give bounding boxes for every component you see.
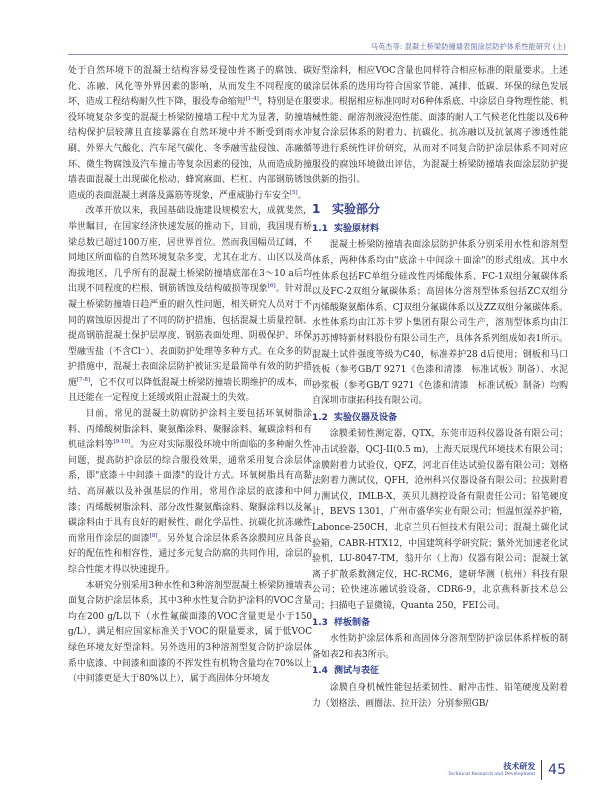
citation-ref: [5] (289, 189, 298, 196)
citation-ref: [6] (267, 283, 276, 290)
subsection-number: 1.4 (312, 666, 328, 677)
body-paragraph (68, 579, 312, 688)
subsection-title: 实验原材料 (334, 223, 380, 234)
citation-ref: [1-4] (245, 96, 259, 103)
body-paragraph (68, 64, 312, 204)
subsection-number: 1.2 (312, 412, 328, 423)
body-paragraph: 涂膜自身机械性能包括柔韧性、耐冲击性、铅笔硬度及附着力（划格法、画圈法、拉开法）分别参照GB/ (312, 682, 568, 709)
text-run: 目前，常见的混凝土防腐防护涂料主要包括环氧树脂涂料、丙烯酸树脂涂料、聚氨酯涂料、聚脲涂料、氟碳涂料和有机硅涂料等 (68, 409, 312, 451)
citation-ref: [7-8] (76, 376, 91, 383)
subsection-title: 实验仪器及设备 (334, 412, 398, 423)
text-run: 改革开放以来，我国基础设施建设规模宏大，成就斐然，举世瞩目，在国家经济快速发展的推动下，目前，我国现有桥梁总数已超过100万座，居世界首位。然而我国幅员辽阔，不同地区所面临的自然环境复杂多变，尤其在北方、山区以及高海拔地区，几乎所有的混凝土桥梁防撞墙底部在3～10 a后均出现不同程度的栏根、钢筋锈蚀及结构破损等现象 (68, 206, 312, 295)
subsection-heading (312, 616, 568, 632)
subsection-heading (312, 411, 568, 427)
footer-divider (541, 760, 542, 780)
text-run: 。针对混凝土桥梁防撞墙日趋严重的耐久性问题，相关研究人员对于不同的腐蚀原因提出了不同的防护措施，包括混凝土质量控制、提高钢筋混凝土保护层厚度、钢筋表面处理、阴极保护、环保型融雪盐（不含Cl⁻）、表面防护处理等多种方式。在众多的防护措施中，混凝土表面涂层防护被证实是最简单有效的防护措施 (68, 284, 313, 388)
right-column (312, 64, 568, 712)
page-footer (448, 760, 566, 780)
subsection-title: 样板制备 (334, 617, 371, 628)
right-intro-paragraph: 好型涂料，相应VOC含量也同样符合相应标准的限量要求。上述涂层体系的选用均符合国家节能、减排、低碳、环保的绿色发展要求。根据相应标准同时对6种体系底、中涂层自身物理性能、机械性能、耐溶剂液浸泡性能、面漆的耐人工气候老化性能以及6种复合涂层体系的附着力、抗碳化、抗冻融以及抗氯离子渗透性能等进行系统性评价研究，从而对不同复合防护涂层体系不同对应服役的腐蚀环境做出评估，为混凝土桥梁防撞墙表面涂层防护提供新的指引。 (312, 66, 568, 186)
left-column (68, 64, 312, 688)
journal-name-cn: 技术研发 (503, 762, 536, 771)
body-paragraph (68, 204, 312, 407)
citation-ref: [8] (149, 532, 158, 539)
subsection-heading (312, 222, 568, 238)
text-run: 。 (297, 190, 307, 201)
text-run: 。另外复合涂层体系各涂膜间应具备良好的配伍性和相容性，通过多元复合防腐的共同作用，涂层的综合性能才得以快速提升。 (68, 533, 313, 575)
text-run: ，特别是在服役环境复杂多变的混凝土桥梁防撞墙工程中尤为显著，防撞墙结构保护层较薄且直接暴露在自然环境中并不断受到雨水冲刷、外界大气酸化、汽车尾气碳化、冬季融雪盐侵蚀、冻融循环、微生物腐蚀及汽车撞击等复杂因素的侵蚀，从而造成防撞墙表面混凝土出现碳化松动、蜂窝麻面、栏杠、内部钢筋锈蚀造成的表面混凝土剥落及露筋等现象，严重威胁行车安全 (68, 97, 313, 201)
header-rule (68, 54, 568, 55)
journal-label (448, 762, 536, 778)
text-run: 处于自然环境下的混凝土结构容易受侵蚀性离子的腐蚀、碳化、冻融、风化等外界因素的影响，从而发生不同程度的破坏，造成工程结构耐久性下降，服役寿命缩短 (68, 66, 312, 108)
body-paragraph (68, 407, 312, 579)
page-number: 45 (548, 762, 566, 778)
body-paragraph: 涂膜柔韧性测定器，QTX，东莞市迈科仪器设备有限公司；冲击试验器，QCJ-II(0.5 m)，上海天辰现代环境技术有限公司；涂膜附着力试验仪，QFZ，河北百佳达试验仪器有限公司；划格法附着力测试仪，QFH，沧州科兴仪器设备有限公司；拉拔附着力测试仪，IMLB-X，英贝儿测控设备有限责任公司；铅笔硬度计，BEVS 1301，广州市盛华实业有限公司；恒温恒湿养护箱，Labonce-250CH，北京兰贝石恒技术有限公司；混凝土碳化试验箱，CABR-HTX12，中国建筑科学研究院；紫外光加速老化试验机，LU-8047-TM，翁开尔（上海）仪器有限公司；混凝土氯离子扩散系数测定仪，HC-RCM6，建研华测（杭州）科技有限公司；砼快速冻融试验设备，CDR6-9，北京燕科新技术总公司；扫描电子显微镜，Quanta 250，FEI公司。 (312, 429, 568, 611)
subsection-heading (312, 664, 568, 680)
body-paragraph: 混凝土桥梁防撞墙表面涂层防护体系分别采用水性和溶剂型体系，两种体系均由"底涂＋中间涂＋面涂"的形式组成。其中水性体系包括FC单组分硅改性丙烯酸体系、FC-1双组分氟碳体系以及FC-2双组分氟碳体系；高固体分溶剂型体系包括ZC双组分丙烯酸聚氨酯体系、CJ双组分氟碳体系以及ZZ双组分氟碳体系。水性体系均由江苏卡罗卜集团有限公司生产，溶剂型体系均由江苏苏博特新材料股份有限公司生产，具体各系列组成如表1所示。混凝土试件强度等级为C40，标准养护28 d后使用；钢板和马口铁板（参考GB/T 9271《色漆和清漆 标准试板》制备）、水泥砂浆板（参考GB/T 9271《色漆和清漆 标准试板》制备）均购自深圳市康拓科技有限公司。 (312, 240, 568, 407)
section-heading (312, 201, 568, 217)
section-title: 实验部分 (332, 201, 381, 216)
running-header: 马英杰等: 混凝土桥梁防撞墙表面涂层防护体系性能研究 (上) (370, 42, 566, 51)
text-run: 本研究分别采用3种水性和3种溶剂型混凝土桥梁防撞墙表面复合防护涂层体系，其中3种水性复合防护涂料的VOC含量均在200 g/L以下（水性氟碳面漆的VOC含量更是小于150 g/L），满足相应国家标准关于VOC的限量要求，属于低VOC绿色环境友好型涂料。另外选用的3种溶剂型复合防护涂层体系中底漆、中间漆和面漆的不挥发性有机物含量均在70%以上（中间漆更是大于80%以上），属于高固体分环境友 (68, 580, 312, 685)
subsection-number: 1.3 (312, 617, 328, 628)
subsection-number: 1.1 (312, 223, 328, 234)
section-number: 1 (312, 201, 321, 216)
journal-name-en: Technical Research and Development (447, 772, 536, 777)
subsections (312, 222, 568, 712)
citation-ref: [9-10] (113, 439, 131, 446)
text-run: 。为应对实际服役环境中所面临的多种耐久性问题，提高防护涂层的综合服役效果，通常采用复合涂层体系，即"底漆＋中间漆＋面漆"的设计方式。环氧树脂具有高黏结、高屏蔽以及补强基层的作用，常用作涂层的底漆和中间漆；丙烯酸树脂涂料、部分改性聚氨酯涂料、聚脲涂料以及氟碳涂料由于具有良好的耐候性、耐化学品性、抗碳化抗冻融性而常用作涂层的面漆 (68, 440, 312, 544)
body-paragraph: 水性防护涂层体系和高固体分溶剂型防护涂层体系样板的制备如表2和表3所示。 (312, 634, 568, 660)
text-run: ，它不仅可以降低混凝土桥梁防撞墙长期维护的成本，而且还能在一定程度上延缓或阻止混凝土的失效。 (68, 377, 313, 404)
subsection-title: 测试与表征 (334, 666, 380, 677)
